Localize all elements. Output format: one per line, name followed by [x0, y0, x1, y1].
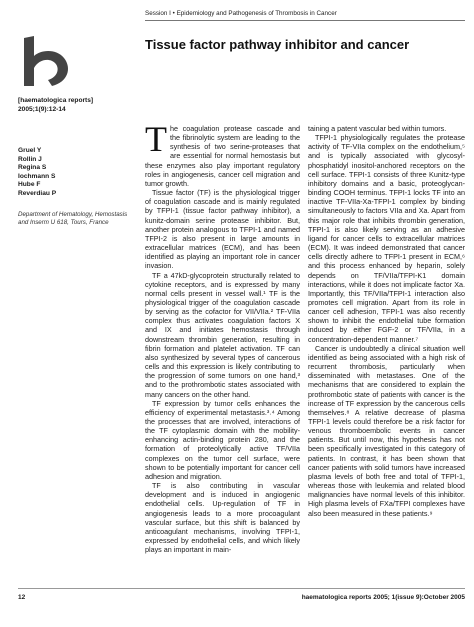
- affiliation: Department of Hematology, Hemostasis and Inserm U 618, Tours, France: [18, 211, 128, 226]
- session-line: Session I • Epidemiology and Pathogenesis of Thrombosis in Cancer: [145, 10, 465, 21]
- paragraph: TF is also contributing in vascular development and is induced in angiogenic endothelial cells. Up-regulation of TF in angiogenesis leads to a more procoagulant vascular surface, but this shift is balanced by anticoagulant mechanisms, involving TFPI-1, expressed by endothelial cells, and which likely plays an important in main-: [145, 481, 300, 555]
- paragraph: TF a 47kD-glycoprotein structurally related to cytokine receptors, and is expressed by many normal cells present in vessel wall.¹ TF is the physiological trigger of the coagulation cascade by serving as the cofactor for VII/VIIa.² TF-VIIa complex thus activates coagulation factors X and IX and initiates hemostasis through downstream thrombin generation, resulting in fibrin formation and platelet activation. TF can also synthesized by several types of cancerous cells and this expression is likely contributing to the progression of some tumors on one hand,³ and to the prothrombotic states associated with many cancers on the other hand.: [145, 270, 300, 399]
- paragraph-text: he coagulation protease cascade and the fibrinolytic system are leading to the synthesis of two serine-proteases that are essential for normal hemostasis but these enzymes also play important regulatory roles in angiogenesis, cancer cell migration and tumor growth.: [145, 124, 300, 188]
- author: Reverdiau P: [18, 189, 57, 197]
- paragraph: taining a patent vascular bed within tumors.: [308, 124, 447, 133]
- journal-logo: [18, 34, 78, 88]
- paragraph: Cancer is undoubtedly a clinical situation well identified as being associated with a high risk of recurrent thrombosis, particularly when disseminated with metastases. One of the mechanisms that are considered to explain the prothrombotic state of patients with cancer is the increase of TF expression by the cancerous cells themselves.⁸ A relative decrease of plasma TFPI-1 levels could therefore be a risk factor for venous thromboembolic events in cancer patients. But until now, this hypothesis has not been specifically investigated in this category of patients. In contrast, it has been shown that cancer patients with solid tumors have increased plasma levels of both free and total of TFPI-1, whereas those with leukemia and related blood malignancies have normal levels of this inhibitor. High plasma levels of FXa/TFPI complexes have also been measured in these patients.⁹: [308, 343, 465, 518]
- author: Gruel Y: [18, 147, 42, 154]
- paragraph: TFPI-1 physiologically regulates the protease activity of TF-VIIa complex on the endothelium,⁵ and is typically associated with glycosyl-phosphatidyl inositol-anchored receptors on the cell surface. TFPI-1 consists of three Kunitz-type inhibitory domains and a basic, proteoglycan-binding COOH terminus. TFPI-1 locks TF into an inactive TF-VIIa-Xa-TFPI-1 complex by binding simultaneously to factors VIIa and Xa. Apart from this major role that inhibits thrombin generation, TFPI-1 is also likely serving as an adhesive ligand for cancer cells to extracellular matrices (ECM). It was indeed demonstrated that cancer cells directly adhere to TFPI-1 present in ECM,⁶ and this process enhanced by heparin, solely depends on TF/VIIa/TFPI-K1 domain interactions, while it does not implicate factor Xa. Importantly, this TF/VIIa/TFPI-1 interaction also promotes cell migration. Apart from its role in cancer cell adhesion, TFPI-1 was also recently shown to inhibit the endothelial tube formation induced by either FGF-2 or TF/VIIa, in a concentration-dependent manner.⁷: [308, 133, 465, 344]
- paragraph: TF expression by tumor cells enhances the efficiency of experimental metastasis.³˒⁴ Among the processes that are involved, interactions of the TF cytoplasmic domain with the mobility-enhancing actin-binding protein 280, and the formation of proteolytically active TF/VIIa complexes on the tumor cell surface, were shown to be potentially important for cancer cell adhesion and migration.: [145, 398, 300, 481]
- author: Iochmann S: [18, 172, 56, 180]
- journal-name: [haematologica reports]: [18, 97, 94, 104]
- journal-reference: [18, 96, 138, 114]
- paragraph: [145, 119, 300, 188]
- author-list: [18, 147, 138, 199]
- author: Hube F: [18, 181, 41, 189]
- paragraph: Tissue factor (TF) is the physiological trigger of coagulation cascade and is mainly regulated by TFPI-1 (tissue factor pathway inhibitor), a kunitz-domain serine protease inhibitor. But, another protein analogous to TFPI-1 and named TFPI-2 is also present in large amounts in extracellular matrices (ECM), and has been identified as playing an important role in cancer invasion.: [145, 188, 300, 271]
- page-number: 12: [18, 594, 26, 601]
- page-footer: [18, 588, 465, 605]
- author: Regina S: [18, 164, 47, 172]
- footer-journal: haematologica reports 2005; 1(issue 9):October 2005: [301, 594, 465, 601]
- body-column-1: [145, 119, 300, 555]
- body-column-2: [308, 124, 465, 518]
- author: Rollin J: [18, 155, 42, 163]
- journal-citation: 2005;1(9):12-14: [18, 106, 66, 113]
- drop-cap: T: [145, 119, 167, 159]
- article-title: Tissue factor pathway inhibitor and cancer: [145, 37, 410, 52]
